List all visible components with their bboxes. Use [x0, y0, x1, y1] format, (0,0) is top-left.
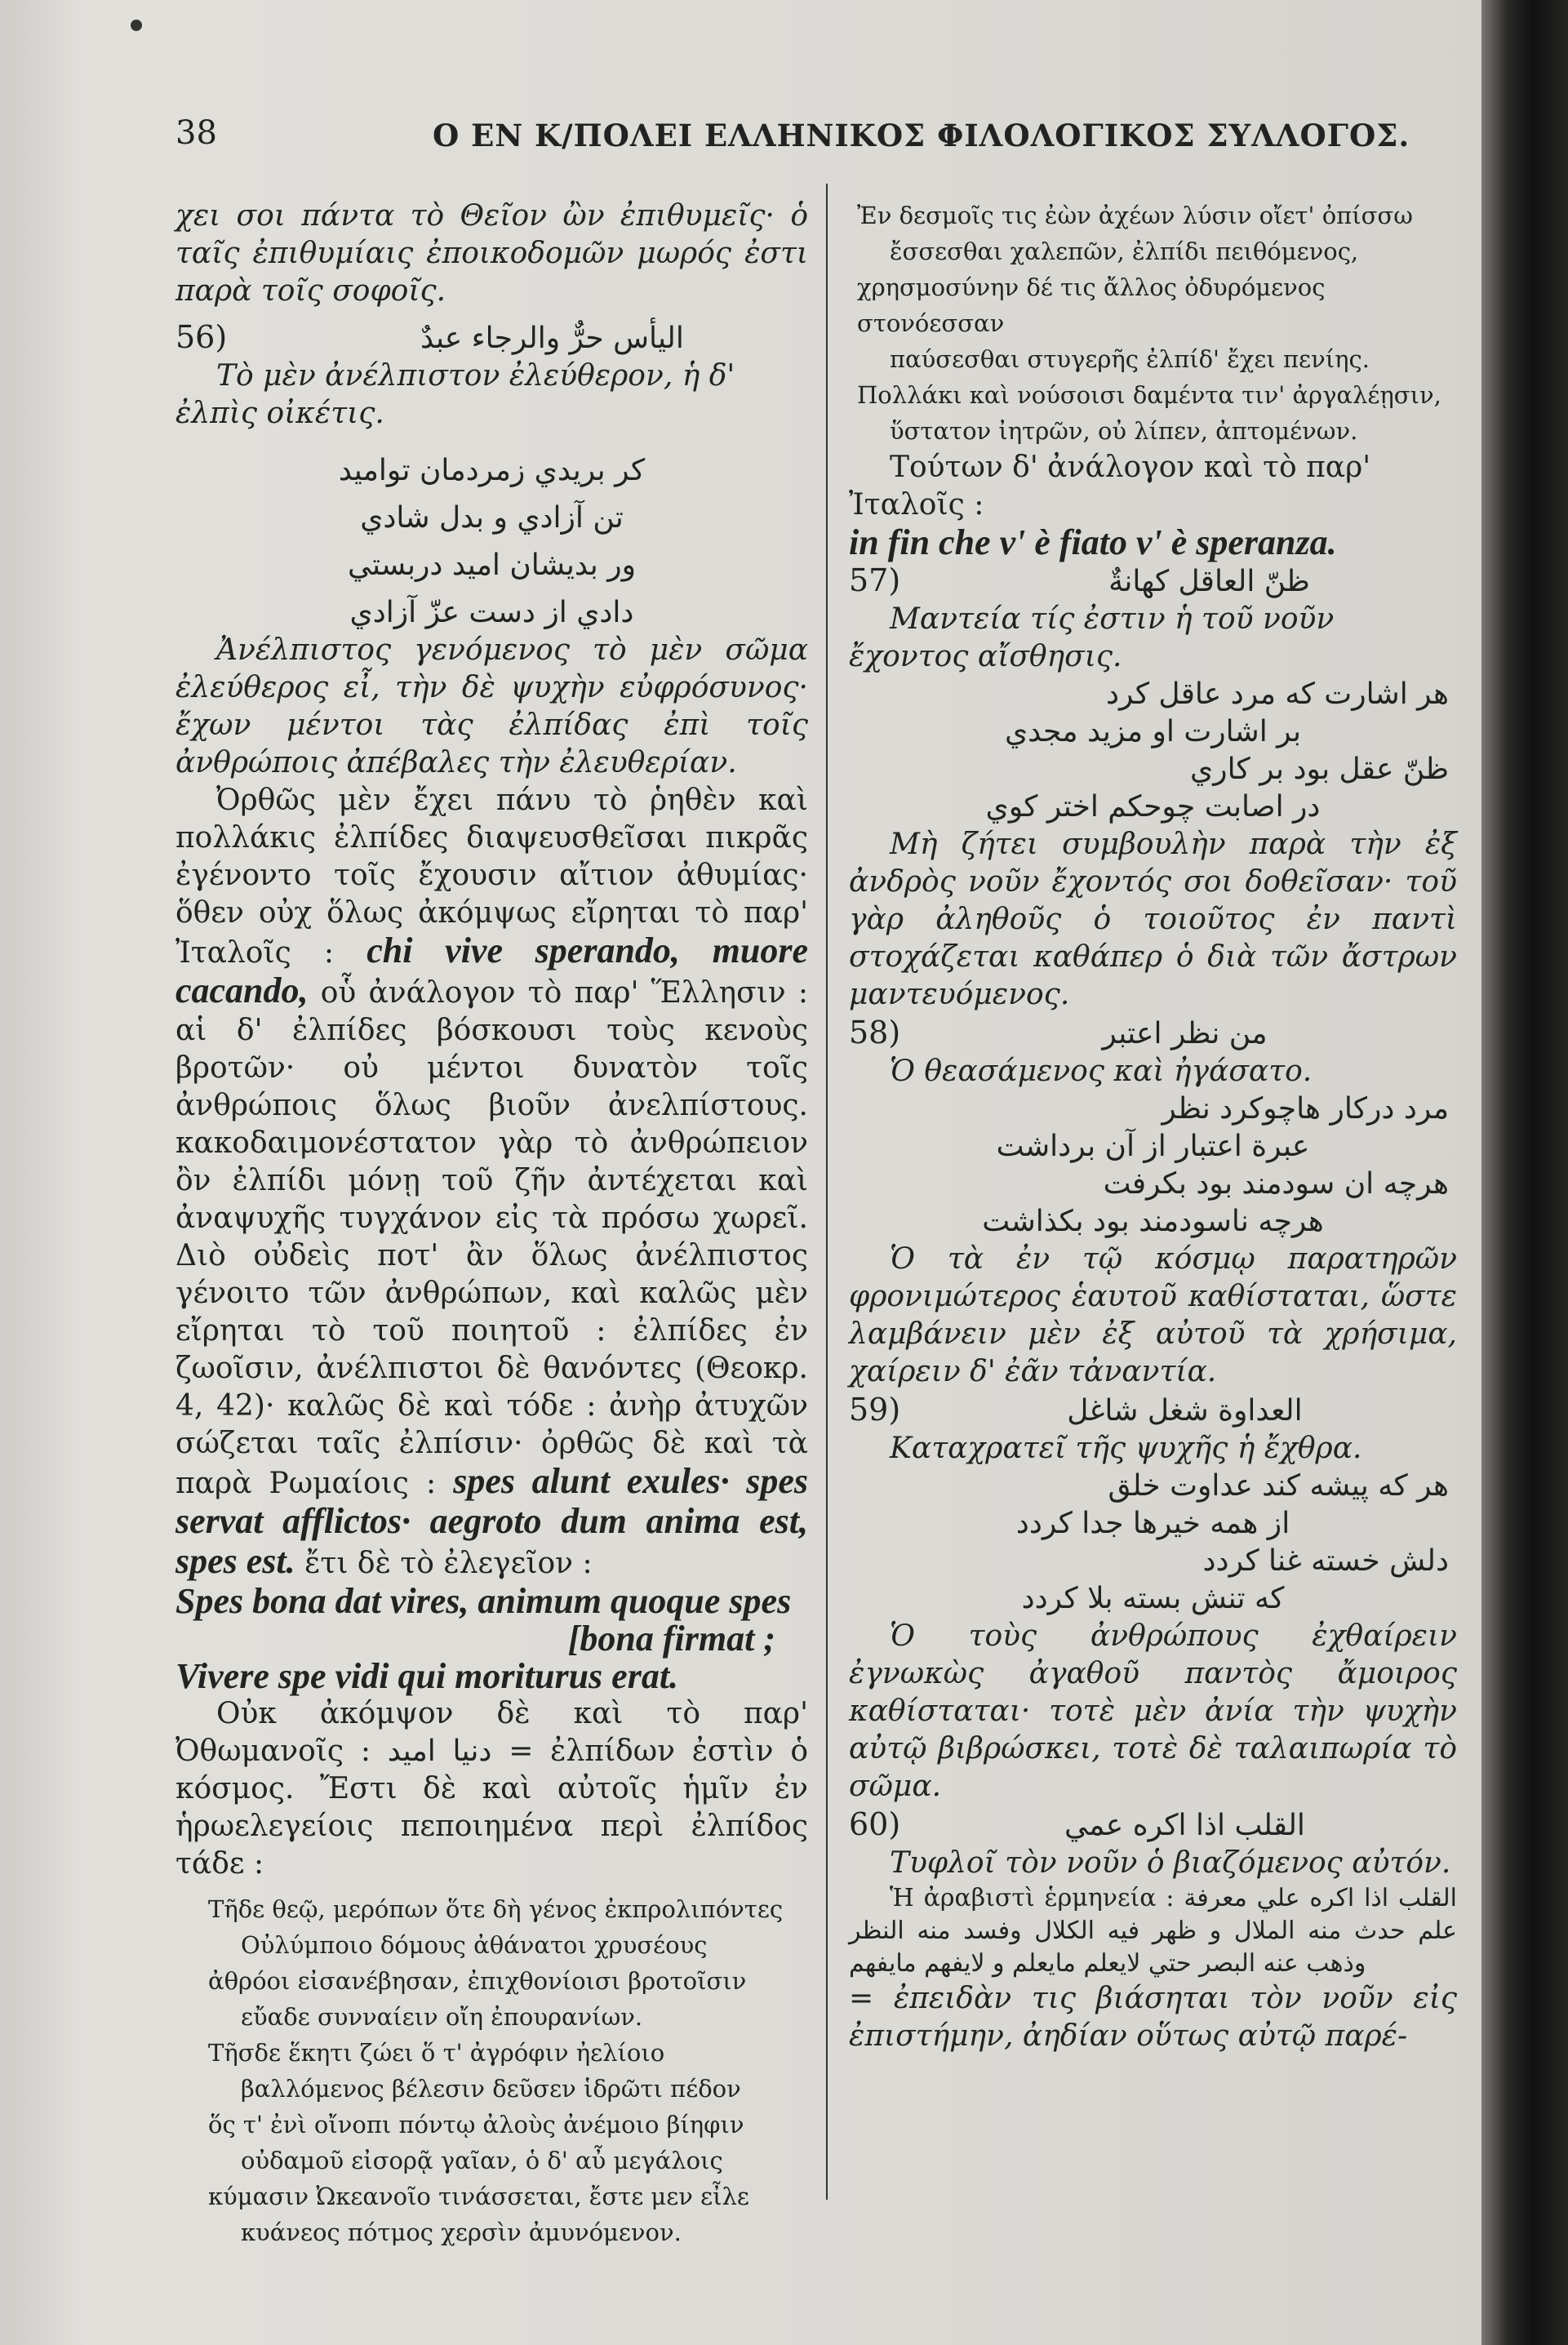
latin-verse: Spes bona dat vires, animum quoque spes: [175, 1581, 792, 1621]
text: Ὀρθῶς μὲν ἔχει πάνυ τὸ ῥηθὲν καὶ πολλάκις ἐλπίδες διαψευσθεῖσαι πικρᾶς ἐγένοντο τοῖς ἔχουσιν αἴτιον ἀθυμίας· ὅθεν οὐχ ὅλως ἀκόμψως εἴρηται τὸ παρ' Ἰταλοῖς :: [175, 784, 808, 970]
greek-translation: Τὸ μὲν ἀνέλπιστον ἐλεύθερον, ἡ δ' ἐλπὶς οἰκέτις.: [175, 359, 735, 430]
proverb-number: 58): [849, 1015, 901, 1050]
persian-verse: كه تنش بسته بلا كردد: [1021, 1582, 1285, 1615]
poem-line: Τῆδε θεῷ, μερόπων ὅτε δὴ γένος ἐκπρολιπόντες: [208, 1895, 784, 1923]
paragraph: = ἐπειδὰν τις βιάσηται τὸν νοῦν εἰς ἐπιστήμην, ἀηδίαν οὕτως αὐτῷ παρέ-: [849, 1982, 1457, 2053]
paragraph: χει σοι πάντα τὸ Θεῖον ὢν ἐπιθυμεῖς· ὁ ταῖς ἐπιθυμίαις ἐποικοδομῶν μωρός ἐστι παρὰ τοῖς σοφοῖς.: [175, 199, 808, 308]
poem-line: ἔσσεσθαι χαλεπῶν, ἐλπίδι πειθόμενος,: [890, 238, 1359, 265]
persian-verse: در اصابت چوحكم اختر كوي: [985, 790, 1321, 824]
persian-verse: هر اشارت كه مرد عاقل كرد: [1105, 677, 1449, 711]
right-column: [849, 198, 1457, 2055]
paragraph: Οὐκ ἀκόμψον δὲ καὶ τὸ παρ' Ὀθωμανοῖς : دنيا اميد = ἐλπίδων ἐστὶν ὁ κόσμος. Ἔστι δὲ καὶ αὐτοῖς ἡμῖν ἐν ἡρωελεγείοις πεποιημένα περὶ ἐλπίδος τάδε :: [175, 1697, 808, 1881]
paragraph: Ἡ ἀραβιστὶ ἑρμηνεία : القلب اذا اكره علي معرفة علم حدث منه الملال و ظهر فيه الكلال وفسد منه النظر وذهب عنه البصر حتي لايعلم مايعلم و لايفهم مايفهم: [849, 1884, 1457, 1978]
latin-quote: chi vive sperando, muore cacando,: [175, 930, 808, 1010]
poem-line: ὕστατον ἰητρῶν, οὐ λίπεν, ἀπτομένων.: [890, 417, 1358, 445]
page-header: [175, 114, 1410, 163]
book-spine: [1481, 0, 1568, 2345]
proverb-number: 60): [849, 1806, 901, 1842]
persian-verse: ور بديشان امید دربستي: [347, 548, 637, 582]
proverb-59: [849, 1391, 1457, 1430]
persian-verse: دلش خسته غنا كردد: [1202, 1544, 1449, 1578]
proverb-56: [175, 318, 808, 358]
poem-line: Τῆσδε ἕκητι ζώει ὅ τ' ἀγρόφιν ἠελίοιο: [208, 2039, 665, 2067]
persian-verse: دادي از دست عزّ آزادي: [349, 596, 634, 629]
persian-verse: هر كه پيشه كند عداوت خلق: [1108, 1469, 1449, 1503]
column-rule: [826, 184, 828, 2200]
proverb-57: [849, 562, 1457, 601]
persian-verse: از همه خيرها جدا كردد: [1015, 1507, 1290, 1540]
running-title: Ο ΕΝ Κ/ΠΟΛΕΙ ΕΛΛΗΝΙΚΟΣ ΦΙΛΟΛΟΓΙΚΟΣ ΣΥΛΛΟΓΟΣ.: [433, 118, 1410, 153]
latin-verse: [bona firmat ;: [567, 1619, 775, 1659]
poem-line: Οὐλύμποιο δόμους ἀθάνατοι χρυσέους: [241, 1931, 708, 1959]
greek-translation: Καταχρατεῖ τῆς ψυχῆς ἡ ἔχθρα.: [890, 1432, 1362, 1465]
arabic-proverb: العداوة شغل شاغل: [1067, 1394, 1303, 1428]
left-column: [175, 198, 808, 2250]
ink-spot: [131, 20, 142, 31]
arabic-proverb: اليأس حرٌّ والرجاء عبدٌ: [420, 322, 684, 355]
proverb-58: [849, 1014, 1457, 1053]
paragraph: Ὁ τοὺς ἀνθρώπους ἐχθαίρειν ἐγνωκὼς ἀγαθοῦ παντὸς ἄμοιρος καθίσταται· τοτὲ μὲν ἀνία τὴν ψυχὴν αὐτῷ βιβρώσκει, τοτὲ δὲ ταλαιπωρία τὸ σῶμα.: [849, 1619, 1457, 1803]
persian-verse: هرچه ان سودمند بود بكرفت: [1103, 1167, 1449, 1201]
text: ἔτι δὲ τὸ ἐλεγεῖον :: [304, 1547, 593, 1580]
greek-translation: Μαντεία τίς ἐστιν ἡ τοῦ νοῦν ἔχοντος αἴσθησις.: [849, 602, 1335, 673]
paragraph: Τούτων δ' ἀνάλογον καὶ τὸ παρ' Ἰταλοῖς :: [849, 451, 1371, 522]
greek-translation: Τυφλοῖ τὸν νοῦν ὁ βιαζόμενος αὐτόν.: [890, 1846, 1451, 1880]
poem-line: Πολλάκι καὶ νούσοισι δαμέντα τιν' ἀργαλέῃσιν,: [857, 381, 1441, 409]
latin-verse: Vivere spe vidi qui moriturus erat.: [175, 1656, 679, 1696]
proverb-number: 56): [175, 319, 228, 355]
paragraph: Ὁ τὰ ἐν τῷ κόσμῳ παρατηρῶν φρονιμώτερος ἑαυτοῦ καθίσταται, ὥστε λαμβάνειν μὲν ἐξ αὐτοῦ τὰ χρήσιμα, χαίρειν δ' ἐᾶν τἀναντία.: [849, 1242, 1457, 1388]
persian-verse: بر اشارت او مزید مجدي: [1004, 715, 1302, 748]
persian-verse: عبرة اعتبار از آن برداشت: [996, 1130, 1310, 1163]
persian-verse: كر بريدي زمردمان توامید: [338, 454, 646, 487]
poem-line: Ἐν δεσμοῖς τις ἐὼν ἀχέων λύσιν οἴετ' ὀπίσσω: [857, 202, 1413, 229]
paragraph: Ἀνέλπιστος γενόμενος τὸ μὲν σῶμα ἐλεύθερος εἶ, τὴν δὲ ψυχὴν εὐφρόσυνος· ἔχων μέντοι τὰς ἐλπίδας ἐπὶ τοῖς ἀνθρώποις ἀπέβαλες τὴν ἐλευθερίαν.: [175, 633, 808, 779]
persian-verse: تن آزادي و بدل شادي: [360, 501, 624, 535]
arabic-proverb: ظنّ العاقل كهانةٌ: [1108, 565, 1310, 598]
latin-quote: in fin che v' è fiato v' è speranza.: [849, 522, 1337, 562]
page-number: 38: [175, 114, 217, 152]
persian-verse: ظنّ عقل بود بر كاري: [1190, 753, 1449, 786]
proverb-number: 57): [849, 562, 901, 598]
greek-poem: [849, 198, 1457, 449]
paragraph: Μὴ ζήτει συμβουλὴν παρὰ τὴν ἐξ ἀνδρὸς νοῦν ἔχοντός σοι δοθεῖσαν· τοῦ γὰρ ἀληθοῦς ὁ τοιοῦτος ἐν παντὶ στοχάζεται καθάπερ ὁ διὰ τῶν ἄστρων μαντευόμενος.: [849, 828, 1457, 1011]
poem-line: κυάνεος πότμος χερσὶν ἀμυνόμενον.: [241, 2218, 682, 2246]
paragraph: [175, 782, 808, 1583]
proverb-number: 59): [849, 1392, 901, 1428]
arabic-proverb: القلب اذا اكره عمي: [1064, 1809, 1305, 1842]
poem-line: εὔαδε συνναίειν οἴη ἐπουρανίων.: [241, 2003, 643, 2031]
proverb-60: [849, 1805, 1457, 1845]
greek-translation: Ὁ θεασάμενος καὶ ἠγάσατο.: [890, 1055, 1313, 1088]
text: οὗ ἀνάλογον τὸ παρ' Ἕλλησιν : αἱ δ' ἐλπίδες βόσκουσι τοὺς κενοὺς βροτῶν· οὐ μέντοι δυνατὸν τοῖς ἀνθρώποις ὅλως βιοῦν ἀνελπίστους. κακοδαιμονέστατον γὰρ τὸ ἀνθρώπειον ὂν ἐλπίδι μόνῃ τοῦ ζῆν ἀντέχεται καὶ ἀναψυχῆς τυγχάνον εἰς τὰ πρόσω χωρεῖ. Διὸ οὐδεὶς ποτ' ἂν ὅλως ἀνέλπιστος γένοιτο τῶν ἀνθρώπων, καὶ καλῶς μὲν εἴρηται τὸ τοῦ ποιητοῦ : ἐλπίδες ἐν ζωοῖσιν, ἀνέλπιστοι δὲ θανόντες (Θεοκρ. 4, 42)· καλῶς δὲ καὶ τόδε : ἀνὴρ ἀτυχῶν σώζεται ταῖς ἐλπίσιν· ὀρθῶς δὲ καὶ τὰ παρὰ Ρωμαίοις :: [175, 976, 808, 1500]
poem-line: κύμασιν Ὠκεανοῖο τινάσσεται, ἔστε μεν εἶλε: [208, 2183, 749, 2210]
persian-verse: مرد دركار هاچوكرد نظر: [1162, 1092, 1449, 1126]
persian-verse: هرچه ناسودمند بود بكذاشت: [982, 1205, 1324, 1238]
greek-poem: [175, 1891, 808, 2250]
poem-line: παύσεσθαι στυγερῆς ἐλπίδ' ἔχει πενίης.: [890, 345, 1370, 373]
poem-line: ὅς τ' ἐνὶ οἴνοπι πόντῳ ἀλοὺς ἀνέμοιο βίηφιν: [208, 2111, 744, 2138]
latin-quote: spes alunt exules· spes servat afflictos· aegroto dum anima est, spes est.: [175, 1461, 809, 1581]
arabic-proverb: من نظر اعتبر: [1102, 1017, 1268, 1050]
poem-line: βαλλόμενος βέλεσιν δεῦσεν ἱδρῶτι πέδον: [241, 2075, 741, 2103]
poem-line: οὐδαμοῦ εἰσορᾷ γαῖαν, ὁ δ' αὖ μεγάλοις: [241, 2147, 723, 2174]
poem-line: ἀθρόοι εἰσανέβησαν, ἐπιχθονίοισι βροτοῖσιν: [208, 1967, 747, 1995]
poem-line: χρησμοσύνην δέ τις ἄλλος ὀδυρόμενος στονόεσσαν: [857, 273, 1326, 337]
